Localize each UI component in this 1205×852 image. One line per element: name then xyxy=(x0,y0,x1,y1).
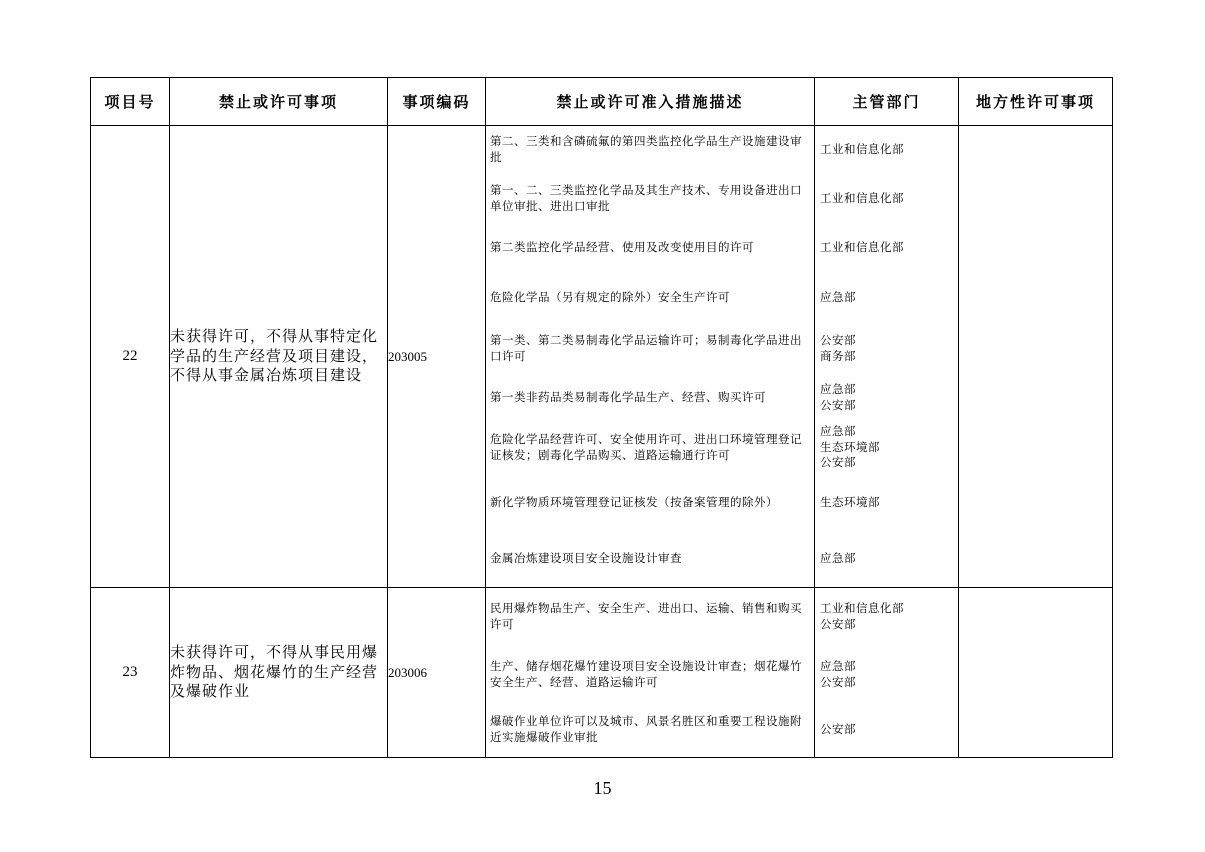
measure-text: 第二、三类和含磷硫氟的第四类监控化学品生产设施建设审批 xyxy=(490,134,802,164)
table-row xyxy=(91,126,1113,588)
department-label: 生态环境部 xyxy=(820,439,880,454)
measure-text: 金属冶炼建设项目安全设施设计审查 xyxy=(490,550,682,565)
department-label: 应急部 xyxy=(820,289,856,304)
department-label: 工业和信息化部 xyxy=(820,142,904,157)
measure-text: 危险化学品（另有规定的除外）安全生产许可 xyxy=(490,289,730,304)
department-group xyxy=(815,703,958,757)
department-group xyxy=(815,126,958,174)
department-group xyxy=(815,375,958,420)
item-number: 22 xyxy=(91,126,170,588)
department-label: 公安部 xyxy=(820,455,856,470)
local-permit-cell xyxy=(959,126,1113,588)
department-group xyxy=(815,224,958,272)
department-label: 应急部 xyxy=(820,381,856,396)
department-label: 公安部 xyxy=(820,397,856,412)
department-label: 公安部 xyxy=(820,674,856,689)
measures-cell xyxy=(486,588,815,758)
department-group xyxy=(815,323,958,375)
department-label: 工业和信息化部 xyxy=(820,191,904,206)
item-description: 未获得许可，不得从事特定化学品的生产经营及项目建设，不得从事金属冶炼项目建设 xyxy=(170,126,388,588)
item-number: 23 xyxy=(91,588,170,758)
department-group xyxy=(815,272,958,323)
item-code: 203005 xyxy=(388,126,486,588)
measure-text: 第一类、第二类易制毒化学品运输许可；易制毒化学品进出口许可 xyxy=(490,333,802,363)
department-label: 生态环境部 xyxy=(820,494,880,509)
department-group xyxy=(815,588,958,646)
department-label: 应急部 xyxy=(820,658,856,673)
department-group xyxy=(815,475,958,530)
header-department: 主管部门 xyxy=(815,78,959,126)
local-permit-cell xyxy=(959,588,1113,758)
department-group xyxy=(815,420,958,475)
page-number: 15 xyxy=(593,778,612,798)
header-local-permit: 地方性许可事项 xyxy=(959,78,1113,126)
department-label: 工业和信息化部 xyxy=(820,240,904,255)
measure-text: 第一类非药品类易制毒化学品生产、经营、购买许可 xyxy=(490,389,766,404)
department-group xyxy=(815,646,958,703)
header-row xyxy=(91,78,1113,126)
item-description: 未获得许可，不得从事民用爆炸物品、烟花爆竹的生产经营及爆破作业 xyxy=(170,588,388,758)
measure-text: 新化学物质环境管理登记证核发（按备案管理的除外） xyxy=(490,494,778,509)
item-code: 203006 xyxy=(388,588,486,758)
measure-text: 爆破作业单位许可以及城市、风景名胜区和重要工程设施附近实施爆破作业审批 xyxy=(490,714,802,744)
measure-text: 危险化学品经营许可、安全使用许可、进出口环境管理登记证核发；剧毒化学品购买、道路运输通行许可 xyxy=(490,431,802,462)
measure-text: 生产、储存烟花爆竹建设项目安全设施设计审查；烟花爆竹安全生产、经营、道路运输许可 xyxy=(490,658,802,689)
permit-table xyxy=(90,77,1113,758)
department-label: 公安部 xyxy=(820,722,856,737)
departments-cell xyxy=(815,588,959,758)
department-label: 工业和信息化部 xyxy=(820,601,904,616)
department-label: 商务部 xyxy=(820,349,856,363)
measure-text: 第二类监控化学品经营、使用及改变使用目的许可 xyxy=(490,240,754,255)
department-label: 应急部 xyxy=(820,550,856,565)
measure-text: 民用爆炸物品生产、安全生产、进出口、运输、销售和购买许可 xyxy=(490,601,802,631)
header-measure: 禁止或许可准入措施描述 xyxy=(486,78,815,126)
header-item-number: 项目号 xyxy=(91,78,170,126)
measures-cell xyxy=(486,126,815,588)
header-item: 禁止或许可事项 xyxy=(170,78,388,126)
table-row xyxy=(91,588,1113,758)
department-label: 应急部 xyxy=(820,424,856,439)
department-group xyxy=(815,174,958,224)
measure-text: 第一、二、三类监控化学品及其生产技术、专用设备进出口单位审批、进出口审批 xyxy=(490,183,802,213)
header-code: 事项编码 xyxy=(388,78,486,126)
department-label: 公安部 xyxy=(820,617,856,631)
department-group xyxy=(815,530,958,587)
department-label: 公安部 xyxy=(820,333,856,348)
departments-cell xyxy=(815,126,959,588)
